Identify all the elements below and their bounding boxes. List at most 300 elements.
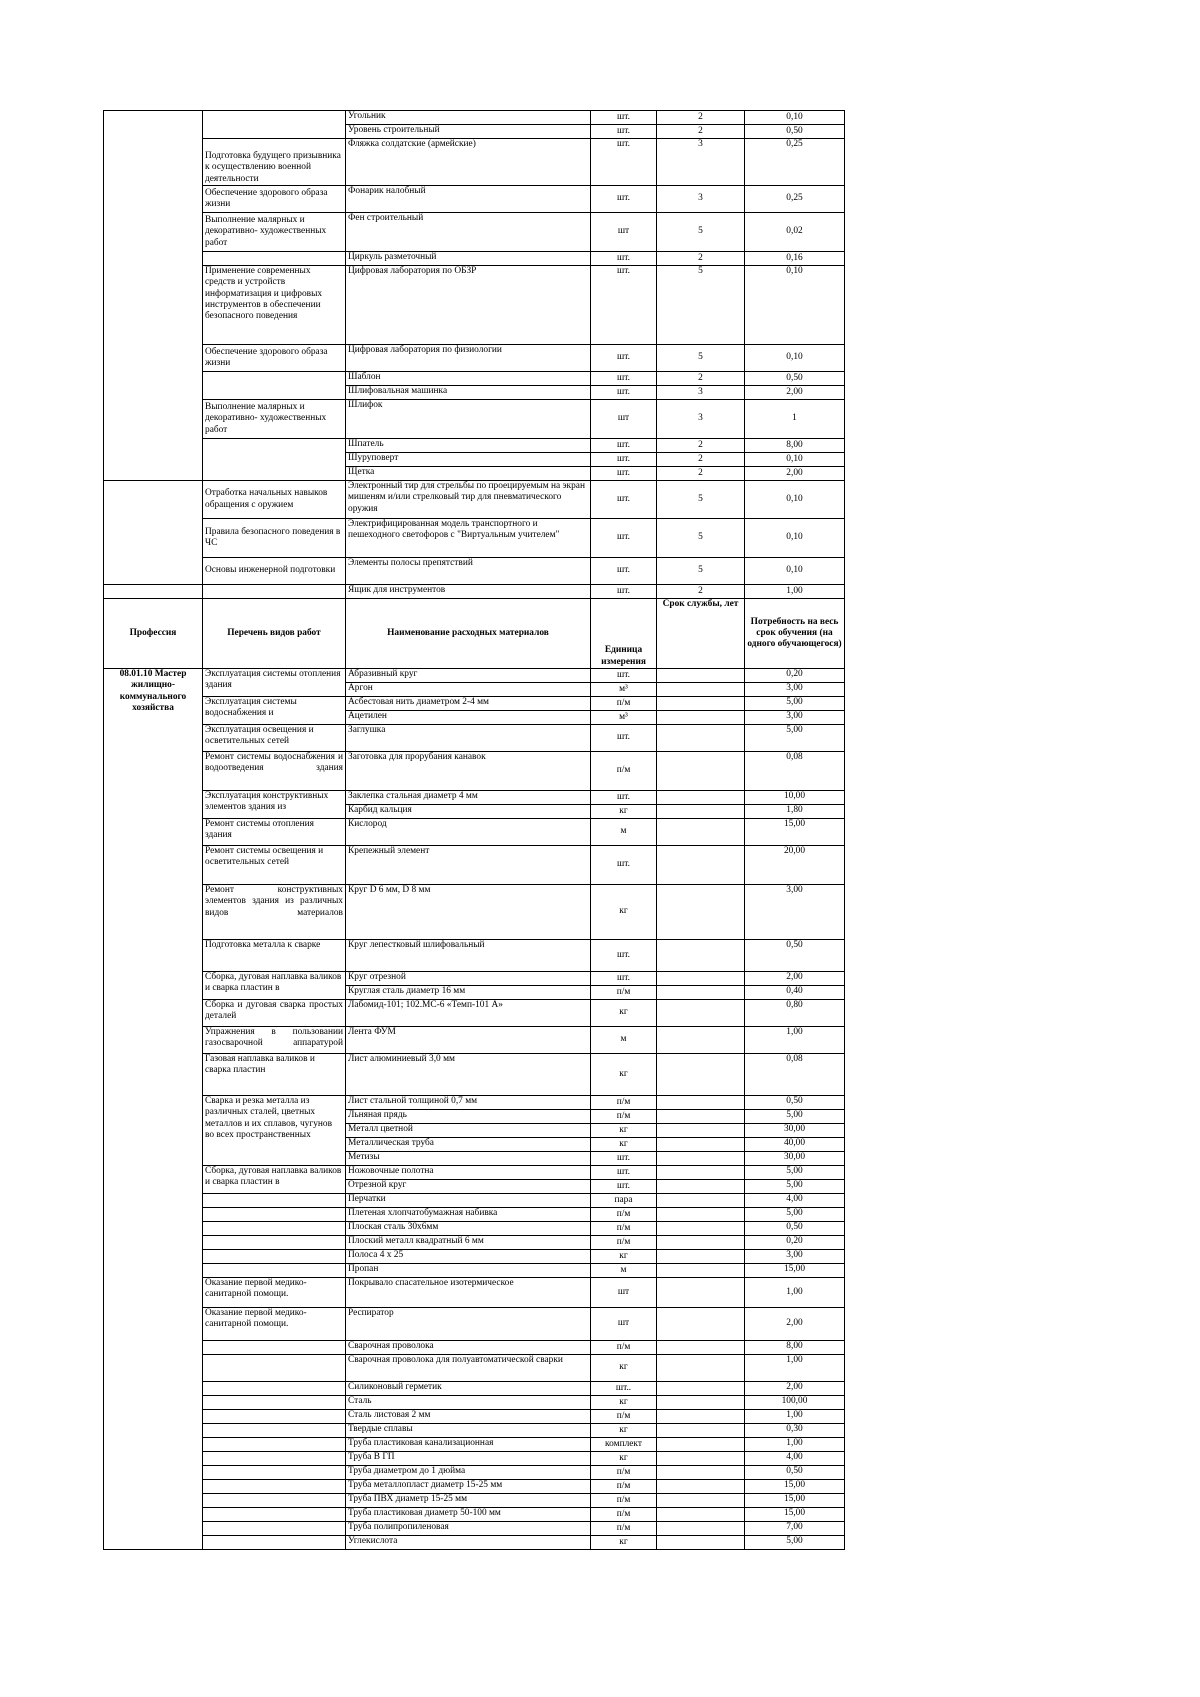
- material-name-cell: Углекислота: [346, 1536, 591, 1550]
- unit-cell: шт.: [591, 186, 657, 213]
- work-type-cell: [203, 1410, 346, 1424]
- work-type-cell: [203, 1222, 346, 1236]
- service-life-cell: [657, 1494, 745, 1508]
- service-life-cell: [657, 819, 745, 846]
- service-life-cell: 2: [657, 467, 745, 481]
- need-cell: 4,00: [745, 1194, 845, 1208]
- work-type-cell: [203, 1424, 346, 1438]
- need-cell: 0,10: [745, 345, 845, 372]
- work-type-cell: [203, 1480, 346, 1494]
- table-row: [104, 1054, 845, 1096]
- need-cell: 20,00: [745, 846, 845, 885]
- need-cell: 2,00: [745, 467, 845, 481]
- service-life-cell: [657, 1382, 745, 1396]
- table-row: [104, 972, 845, 986]
- service-life-cell: [657, 1341, 745, 1355]
- service-life-cell: [657, 1222, 745, 1236]
- work-type-cell: Выполнение малярных и декоративно- художественных работ: [203, 213, 346, 252]
- unit-cell: п/м: [591, 1222, 657, 1236]
- need-cell: 5,00: [745, 725, 845, 752]
- need-cell: 7,00: [745, 1522, 845, 1536]
- table-row: [104, 266, 845, 345]
- service-life-cell: [657, 846, 745, 885]
- table-row: [104, 139, 845, 186]
- material-name-cell: Шаблон: [346, 372, 591, 386]
- service-life-cell: [657, 940, 745, 972]
- table-row: [104, 1424, 845, 1438]
- material-name-cell: Сталь: [346, 1396, 591, 1410]
- service-life-cell: 5: [657, 519, 745, 558]
- table-row: [104, 519, 845, 558]
- table-row: [104, 819, 845, 846]
- service-life-cell: [657, 1308, 745, 1341]
- profession-cell: [104, 585, 203, 599]
- material-name-cell: Труба диаметром до 1 дюйма: [346, 1466, 591, 1480]
- need-cell: 0,02: [745, 213, 845, 252]
- unit-cell: п/м: [591, 1480, 657, 1494]
- material-name-cell: Электрифицированная модель транспортного и пешеходного светофоров с "Виртуальным учителем": [346, 519, 591, 558]
- need-cell: 0,08: [745, 1054, 845, 1096]
- material-name-cell: Абразивный круг: [346, 669, 591, 683]
- table-row: [104, 1396, 845, 1410]
- service-life-cell: [657, 1250, 745, 1264]
- material-name-cell: Циркуль разметочный: [346, 252, 591, 266]
- work-type-cell: [203, 1382, 346, 1396]
- unit-cell: шт.: [591, 453, 657, 467]
- work-type-cell: Оказание первой медико-санитарной помощи.: [203, 1308, 346, 1341]
- need-cell: 30,00: [745, 1124, 845, 1138]
- material-name-cell: Перчатки: [346, 1194, 591, 1208]
- unit-cell: кг: [591, 1138, 657, 1152]
- service-life-cell: [657, 1264, 745, 1278]
- unit-cell: шт.: [591, 1180, 657, 1194]
- material-name-cell: Силиконовый герметик: [346, 1382, 591, 1396]
- service-life-cell: [657, 1410, 745, 1424]
- unit-cell: шт.: [591, 345, 657, 372]
- need-cell: 1: [745, 400, 845, 439]
- service-life-cell: [657, 1424, 745, 1438]
- service-life-cell: [657, 805, 745, 819]
- need-cell: 1,00: [745, 1355, 845, 1382]
- service-life-cell: 2: [657, 453, 745, 467]
- service-life-cell: [657, 683, 745, 697]
- table-row: [104, 1494, 845, 1508]
- need-cell: 2,00: [745, 386, 845, 400]
- material-name-cell: Метизы: [346, 1152, 591, 1166]
- need-cell: 3,00: [745, 885, 845, 940]
- unit-cell: шт.: [591, 467, 657, 481]
- service-life-cell: 3: [657, 139, 745, 186]
- work-type-cell: [203, 1341, 346, 1355]
- material-name-cell: Фен строительный: [346, 213, 591, 252]
- service-life-cell: [657, 711, 745, 725]
- need-cell: 2,00: [745, 1382, 845, 1396]
- material-name-cell: Шлифовальная машинка: [346, 386, 591, 400]
- need-cell: 0,50: [745, 1466, 845, 1480]
- table-row: [104, 1194, 845, 1208]
- material-name-cell: Заглушка: [346, 725, 591, 752]
- service-life-cell: [657, 972, 745, 986]
- material-name-cell: Покрывало спасательное изотермическое: [346, 1278, 591, 1308]
- need-cell: 3,00: [745, 1250, 845, 1264]
- unit-cell: п/м: [591, 1410, 657, 1424]
- material-name-cell: Труба металлопласт диаметр 15-25 мм: [346, 1480, 591, 1494]
- service-life-cell: 5: [657, 481, 745, 519]
- unit-cell: п/м: [591, 1236, 657, 1250]
- service-life-cell: 3: [657, 400, 745, 439]
- material-name-cell: Труба В ГП: [346, 1452, 591, 1466]
- table-row: [104, 697, 845, 711]
- table-row: [104, 885, 845, 940]
- work-type-cell: [203, 585, 346, 599]
- material-name-cell: Сварочная проволока: [346, 1341, 591, 1355]
- unit-cell: шт.: [591, 519, 657, 558]
- unit-cell: п/м: [591, 1466, 657, 1480]
- work-type-cell: Применение современных средств и устройств информатизация и цифровых инструментов в обеспечении безопасного поведения: [203, 266, 346, 345]
- service-life-cell: [657, 1124, 745, 1138]
- table-row: [104, 1536, 845, 1550]
- table-row: [104, 1236, 845, 1250]
- need-cell: 10,00: [745, 791, 845, 805]
- work-type-cell: [203, 1536, 346, 1550]
- need-cell: 5,00: [745, 1166, 845, 1180]
- table-row: [104, 1222, 845, 1236]
- work-type-cell: Эксплуатация освещения и осветительных сетей: [203, 725, 346, 752]
- need-cell: 0,80: [745, 1000, 845, 1027]
- work-type-cell: [203, 1452, 346, 1466]
- table-row: [104, 940, 845, 972]
- material-name-cell: Цифровая лаборатория по физиологии: [346, 345, 591, 372]
- table-row: [104, 1466, 845, 1480]
- header-service-life: Срок службы, лет: [657, 599, 745, 669]
- need-cell: 0,10: [745, 519, 845, 558]
- material-name-cell: Фонарик налобный: [346, 186, 591, 213]
- unit-cell: кг: [591, 805, 657, 819]
- unit-cell: шт.: [591, 481, 657, 519]
- need-cell: 0,40: [745, 986, 845, 1000]
- material-name-cell: Заготовка для прорубания канавок: [346, 752, 591, 791]
- table-row: [104, 585, 845, 599]
- unit-cell: шт.: [591, 125, 657, 139]
- table-row: [104, 1278, 845, 1308]
- table-row: [104, 1166, 845, 1180]
- need-cell: 8,00: [745, 439, 845, 453]
- table-row: [104, 1438, 845, 1452]
- need-cell: 5,00: [745, 697, 845, 711]
- unit-cell: шт.: [591, 372, 657, 386]
- unit-cell: п/м: [591, 1522, 657, 1536]
- work-type-cell: Сборка, дуговая наплавка валиков и сварка пластин в: [203, 1166, 346, 1194]
- unit-cell: шт: [591, 1308, 657, 1341]
- header-material-name: Наименование расходных материалов: [346, 599, 591, 669]
- work-type-cell: Газовая наплавка валиков и сварка пластин: [203, 1054, 346, 1096]
- unit-cell: м³: [591, 683, 657, 697]
- service-life-cell: [657, 1180, 745, 1194]
- need-cell: 0,30: [745, 1424, 845, 1438]
- need-cell: 15,00: [745, 1508, 845, 1522]
- service-life-cell: 2: [657, 372, 745, 386]
- material-name-cell: Льняная прядь: [346, 1110, 591, 1124]
- need-cell: 15,00: [745, 1480, 845, 1494]
- work-type-cell: [203, 252, 346, 266]
- material-name-cell: Респиратор: [346, 1308, 591, 1341]
- unit-cell: шт.: [591, 252, 657, 266]
- table-row: [104, 791, 845, 805]
- table-row: [104, 111, 845, 125]
- material-name-cell: Плоский металл квадратный 6 мм: [346, 1236, 591, 1250]
- unit-cell: м³: [591, 711, 657, 725]
- work-type-cell: [203, 439, 346, 481]
- unit-cell: шт: [591, 400, 657, 439]
- unit-cell: кг: [591, 1424, 657, 1438]
- header-need: Потребность на весь срок обучения (на одного обучающегося): [745, 599, 845, 669]
- work-type-cell: Сборка, дуговая наплавка валиков и сварка пластин в: [203, 972, 346, 1000]
- material-name-cell: Круг лепестковый шлифовальный: [346, 940, 591, 972]
- material-name-cell: Карбид кальция: [346, 805, 591, 819]
- unit-cell: комплект: [591, 1438, 657, 1452]
- service-life-cell: [657, 697, 745, 711]
- table-row: [104, 213, 845, 252]
- need-cell: 0,50: [745, 940, 845, 972]
- unit-cell: кг: [591, 1000, 657, 1027]
- work-type-cell: [203, 1250, 346, 1264]
- profession-name-cell: 08.01.10 Мастер жилищно-коммунального хозяйства: [104, 669, 203, 1550]
- material-name-cell: Плетеная хлопчатобумажная набивка: [346, 1208, 591, 1222]
- unit-cell: п/м: [591, 752, 657, 791]
- unit-cell: шт.: [591, 791, 657, 805]
- unit-cell: п/м: [591, 1110, 657, 1124]
- material-name-cell: Плоская сталь 30х6мм: [346, 1222, 591, 1236]
- unit-cell: кг: [591, 1355, 657, 1382]
- service-life-cell: [657, 1536, 745, 1550]
- need-cell: 0,25: [745, 139, 845, 186]
- work-type-cell: Сборка и дуговая сварка простых деталей: [203, 1000, 346, 1027]
- unit-cell: шт.: [591, 1152, 657, 1166]
- service-life-cell: [657, 1208, 745, 1222]
- table-row: [104, 725, 845, 752]
- profession-cell: [104, 481, 203, 585]
- need-cell: 0,10: [745, 266, 845, 345]
- service-life-cell: 2: [657, 252, 745, 266]
- need-cell: 5,00: [745, 1180, 845, 1194]
- material-name-cell: Круг отрезной: [346, 972, 591, 986]
- table-row: [104, 846, 845, 885]
- service-life-cell: 2: [657, 111, 745, 125]
- material-name-cell: Уровень строительный: [346, 125, 591, 139]
- service-life-cell: [657, 1138, 745, 1152]
- material-name-cell: Шуруповерт: [346, 453, 591, 467]
- service-life-cell: [657, 1096, 745, 1110]
- unit-cell: шт.: [591, 940, 657, 972]
- need-cell: 1,00: [745, 1278, 845, 1308]
- unit-cell: шт.: [591, 439, 657, 453]
- work-type-cell: Ремонт системы водоснабжения и водоотведения здания: [203, 752, 346, 791]
- service-life-cell: [657, 1236, 745, 1250]
- material-name-cell: Элементы полосы препятствий: [346, 558, 591, 585]
- service-life-cell: [657, 725, 745, 752]
- table-row: [104, 345, 845, 372]
- need-cell: 0,10: [745, 481, 845, 519]
- need-cell: 0,16: [745, 252, 845, 266]
- unit-cell: м: [591, 1264, 657, 1278]
- need-cell: 1,00: [745, 1027, 845, 1054]
- work-type-cell: [203, 1466, 346, 1480]
- service-life-cell: [657, 1508, 745, 1522]
- unit-cell: шт.: [591, 972, 657, 986]
- work-type-cell: [203, 1236, 346, 1250]
- service-life-cell: [657, 791, 745, 805]
- work-type-cell: Сварка и резка металла из различных сталей, цветных металлов и их сплавов, чугунов во всех пространственных: [203, 1096, 346, 1166]
- work-type-cell: Ремонт системы отопления здания: [203, 819, 346, 846]
- need-cell: 30,00: [745, 1152, 845, 1166]
- material-name-cell: Металл цветной: [346, 1124, 591, 1138]
- work-type-cell: [203, 1396, 346, 1410]
- need-cell: 3,00: [745, 711, 845, 725]
- table-row: [104, 481, 845, 519]
- need-cell: 1,00: [745, 1410, 845, 1424]
- need-cell: 4,00: [745, 1452, 845, 1466]
- work-type-cell: Подготовка будущего призывника к осуществлению военной деятельности: [203, 139, 346, 186]
- material-name-cell: Металлическая труба: [346, 1138, 591, 1152]
- need-cell: 2,00: [745, 972, 845, 986]
- service-life-cell: [657, 669, 745, 683]
- work-type-cell: [203, 1494, 346, 1508]
- service-life-cell: 2: [657, 439, 745, 453]
- service-life-cell: 2: [657, 585, 745, 599]
- service-life-cell: [657, 1452, 745, 1466]
- need-cell: 0,20: [745, 1236, 845, 1250]
- table-row: [104, 1452, 845, 1466]
- material-name-cell: Цифровая лаборатория по ОБЗР: [346, 266, 591, 345]
- service-life-cell: 5: [657, 558, 745, 585]
- unit-cell: кг: [591, 885, 657, 940]
- unit-cell: шт: [591, 1278, 657, 1308]
- work-type-cell: Выполнение малярных и декоративно- художественных работ: [203, 400, 346, 439]
- material-name-cell: Ножовочные полотна: [346, 1166, 591, 1180]
- work-type-cell: Ремонт системы освещения и осветительных сетей: [203, 846, 346, 885]
- unit-cell: кг: [591, 1054, 657, 1096]
- service-life-cell: 3: [657, 386, 745, 400]
- work-type-cell: Правила безопасного поведения в ЧС: [203, 519, 346, 558]
- material-name-cell: Электронный тир для стрельбы по проецируемым на экран мишеням и/или стрелковый тир для пневматического оружия: [346, 481, 591, 519]
- table-row: [104, 1096, 845, 1110]
- work-type-cell: Оказание первой медико-санитарной помощи.: [203, 1278, 346, 1308]
- need-cell: 5,00: [745, 1208, 845, 1222]
- work-type-cell: Обеспечение здорового образа жизни: [203, 186, 346, 213]
- need-cell: 0,50: [745, 1096, 845, 1110]
- table-row: [104, 1000, 845, 1027]
- table-row: [104, 1508, 845, 1522]
- table-row: [104, 1208, 845, 1222]
- work-type-cell: Обеспечение здорового образа жизни: [203, 345, 346, 372]
- work-type-cell: [203, 1208, 346, 1222]
- need-cell: 0,20: [745, 669, 845, 683]
- service-life-cell: [657, 1194, 745, 1208]
- unit-cell: шт.: [591, 669, 657, 683]
- service-life-cell: [657, 1438, 745, 1452]
- work-type-cell: Отработка начальных навыков обращения с оружием: [203, 481, 346, 519]
- material-name-cell: Лабомид-101; 102.МС-6 «Темп-101 А»: [346, 1000, 591, 1027]
- material-name-cell: Шлифок: [346, 400, 591, 439]
- unit-cell: кг: [591, 1124, 657, 1138]
- unit-cell: шт.: [591, 558, 657, 585]
- service-life-cell: 5: [657, 345, 745, 372]
- material-name-cell: Пропан: [346, 1264, 591, 1278]
- need-cell: 15,00: [745, 1494, 845, 1508]
- service-life-cell: [657, 1396, 745, 1410]
- material-name-cell: Труба полипропиленовая: [346, 1522, 591, 1536]
- material-name-cell: Кислород: [346, 819, 591, 846]
- material-name-cell: Заклепка стальная диаметр 4 мм: [346, 791, 591, 805]
- work-type-cell: [203, 1508, 346, 1522]
- service-life-cell: [657, 1000, 745, 1027]
- material-name-cell: Полоса 4 х 25: [346, 1250, 591, 1264]
- need-cell: 8,00: [745, 1341, 845, 1355]
- need-cell: 3,00: [745, 683, 845, 697]
- need-cell: 0,50: [745, 372, 845, 386]
- work-type-cell: [203, 111, 346, 139]
- material-name-cell: Сталь листовая 2 мм: [346, 1410, 591, 1424]
- need-cell: 0,50: [745, 125, 845, 139]
- work-type-cell: Эксплуатация конструктивных элементов здания из: [203, 791, 346, 819]
- need-cell: 15,00: [745, 1264, 845, 1278]
- service-life-cell: 3: [657, 186, 745, 213]
- material-name-cell: Лист стальной толщиной 0,7 мм: [346, 1096, 591, 1110]
- service-life-cell: [657, 1166, 745, 1180]
- work-type-cell: [203, 1438, 346, 1452]
- table-row: [104, 1341, 845, 1355]
- profession-cell: [104, 111, 203, 481]
- table-row: [104, 752, 845, 791]
- header-work-types: Перечень видов работ: [203, 599, 346, 669]
- table-row: [104, 1250, 845, 1264]
- material-name-cell: Твердые сплавы: [346, 1424, 591, 1438]
- header-profession: Профессия: [104, 599, 203, 669]
- need-cell: 0,25: [745, 186, 845, 213]
- work-type-cell: Упражнения в пользовании газосварочной аппаратурой: [203, 1027, 346, 1054]
- material-name-cell: Угольник: [346, 111, 591, 125]
- work-type-cell: [203, 1522, 346, 1536]
- need-cell: 1,00: [745, 1438, 845, 1452]
- material-name-cell: Труба ПВХ диаметр 15-25 мм: [346, 1494, 591, 1508]
- work-type-cell: [203, 1264, 346, 1278]
- material-name-cell: Ацетилен: [346, 711, 591, 725]
- need-cell: 0,50: [745, 1222, 845, 1236]
- work-type-cell: Эксплуатация системы водоснабжения и: [203, 697, 346, 725]
- unit-cell: п/м: [591, 1096, 657, 1110]
- table-row: [104, 1522, 845, 1536]
- unit-cell: п/м: [591, 1494, 657, 1508]
- unit-cell: кг: [591, 1396, 657, 1410]
- material-name-cell: Шпатель: [346, 439, 591, 453]
- need-cell: 1,80: [745, 805, 845, 819]
- material-name-cell: Отрезной круг: [346, 1180, 591, 1194]
- work-type-cell: [203, 1355, 346, 1382]
- service-life-cell: [657, 1466, 745, 1480]
- table-row: [104, 558, 845, 585]
- unit-cell: кг: [591, 1250, 657, 1264]
- table-row: [104, 669, 845, 683]
- unit-cell: шт.: [591, 386, 657, 400]
- need-cell: 15,00: [745, 819, 845, 846]
- material-name-cell: Круг D 6 мм, D 8 мм: [346, 885, 591, 940]
- work-type-cell: Подготовка металла к сварке: [203, 940, 346, 972]
- unit-cell: п/м: [591, 986, 657, 1000]
- table-row: [104, 1480, 845, 1494]
- service-life-cell: [657, 885, 745, 940]
- service-life-cell: [657, 1480, 745, 1494]
- table-row: [104, 400, 845, 439]
